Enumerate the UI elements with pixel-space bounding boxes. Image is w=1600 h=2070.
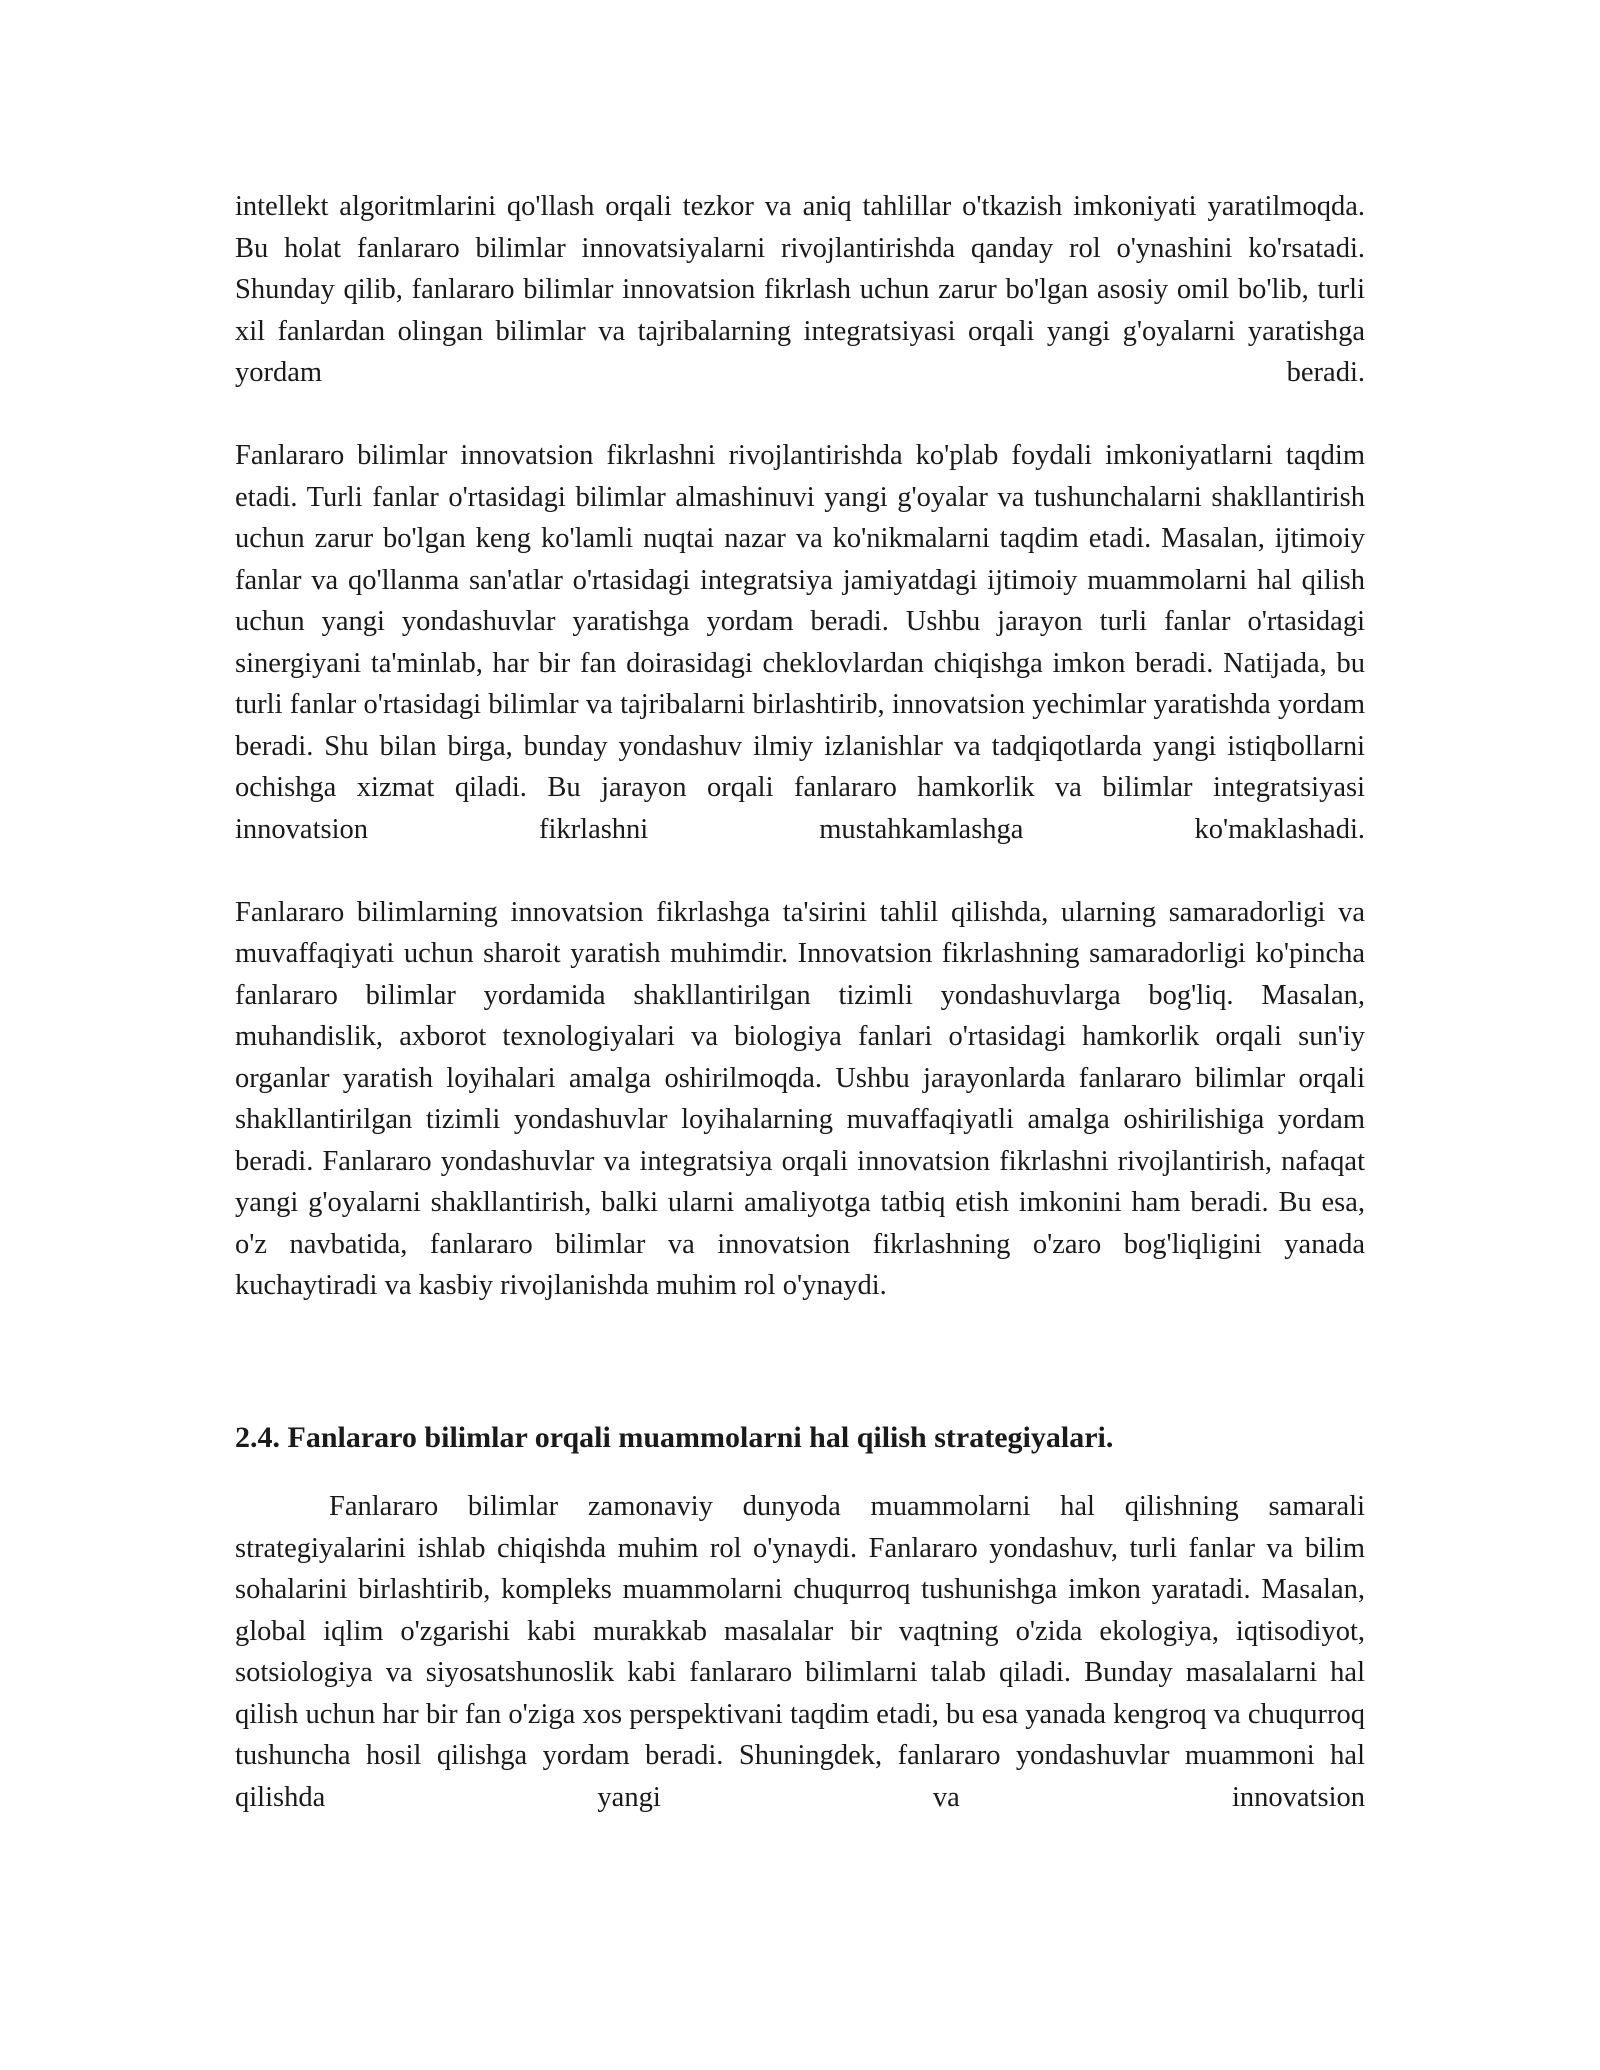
paragraph-opportunities: Fanlararo bilimlar innovatsion fikrlashni rivojlantirishda ko'plab foydali imkoniyatlarni taqdim etadi. Turli fanlar o'rtasidagi bilimlar almashinuvi yangi g'oyalar va tushunchalarni shakllantirish uchun zarur bo'lgan keng ko'lamli nuqtai nazar va ko'nikmalarni taqdim etadi. Masalan, ijtimoiy fanlar va qo'llanma san'atlar o'rtasidagi integratsiya jamiyatdagi ijtimoiy muammolarni hal qilish uchun yangi yondashuvlar yaratishga yordam beradi. Ushbu jarayon turli fanlar o'rtasidagi sinergiyani ta'minlab, har bir fan doirasidagi cheklovlardan chiqishga imkon beradi. Natijada, bu turli fanlar o'rtasidagi bilimlar va tajribalarni birlashtirib, innovatsion yechimlar yaratishda yordam beradi. Shu bilan birga, bunday yondashuv ilmiy izlanishlar va tadqiqotlarda yangi istiqbollarni ochishga xizmat qiladi. Bu jarayon orqali fanlararo hamkorlik va bilimlar integratsiyasi innovatsion fikrlashni mustahkamlashga ko'maklashadi.: [235, 440, 1365, 845]
paragraph-spacer: [235, 394, 1365, 436]
paragraph-spacer: [235, 850, 1365, 892]
heading-spacer: [235, 1458, 1365, 1486]
document-page: [235, 186, 1365, 1818]
paragraph-intro-continuation: intellekt algoritmlarini qo'llash orqali tezkor va aniq tahlillar o'tkazish imkoniyati yaratilmoqda. Bu holat fanlararo bilimlar innovatsiyalarni rivojlantirishda qanday rol o'ynashini ko'rsatadi. Shunday qilib, fanlararo bilimlar innovatsion fikrlash uchun zarur bo'lgan asosiy omil bo'lib, turli xil fanlardan olingan bilimlar va tajribalarning integratsiyasi orqali yangi g'oyalarni yaratishga yordam beradi.: [235, 191, 1365, 388]
paragraph-strategies: Fanlararo bilimlar zamonaviy dunyoda muammolarni hal qilishning samarali strategiyalarini ishlab chiqishda muhim rol o'ynaydi. Fanlararo yondashuv, turli fanlar va bilim sohalarini birlashtirib, kompleks muammolarni chuqurroq tushunishga imkon yaratadi. Masalan, global iqlim o'zgarishi kabi murakkab masalalar bir vaqtning o'zida ekologiya, iqtisodiyot, sotsiologiya va siyosatshunoslik kabi fanlararo bilimlarni talab qiladi. Bunday masalalarni hal qilish uchun har bir fan o'ziga xos perspektivani taqdim etadi, bu esa yanada kengroq va chuqurroq tushuncha hosil qilishga yordam beradi. Shuningdek, fanlararo yondashuvlar muammoni hal qilishda yangi va innovatsion: [235, 1491, 1365, 1813]
section-spacer: [235, 1307, 1365, 1417]
section-heading: 2.4. Fanlararo bilimlar orqali muammolarni hal qilish strategiyalari.: [235, 1420, 1114, 1454]
paragraph-effectiveness: Fanlararo bilimlarning innovatsion fikrlashga ta'sirini tahlil qilishda, ularning samaradorligi va muvaffaqiyati uchun sharoit yaratish muhimdir. Innovatsion fikrlashning samaradorligi ko'pincha fanlararo bilimlar yordamida shakllantirilgan tizimli yondashuvlarga bog'liq. Masalan, muhandislik, axborot texnologiyalari va biologiya fanlari o'rtasidagi hamkorlik orqali sun'iy organlar yaratish loyihalari amalga oshirilmoqda. Ushbu jarayonlarda fanlararo bilimlar orqali shakllantirilgan tizimli yondashuvlar loyihalarning muvaffaqiyatli amalga oshirilishiga yordam beradi. Fanlararo yondashuvlar va integratsiya orqali innovatsion fikrlashni rivojlantirish, nafaqat yangi g'oyalarni shakllantirish, balki ularni amaliyotga tatbiq etish imkonini ham beradi. Bu esa, o'z navbatida, fanlararo bilimlar va innovatsion fikrlashning o'zaro bog'liqligini yanada kuchaytiradi va kasbiy rivojlanishda muhim rol o'ynaydi.: [235, 896, 1365, 1301]
